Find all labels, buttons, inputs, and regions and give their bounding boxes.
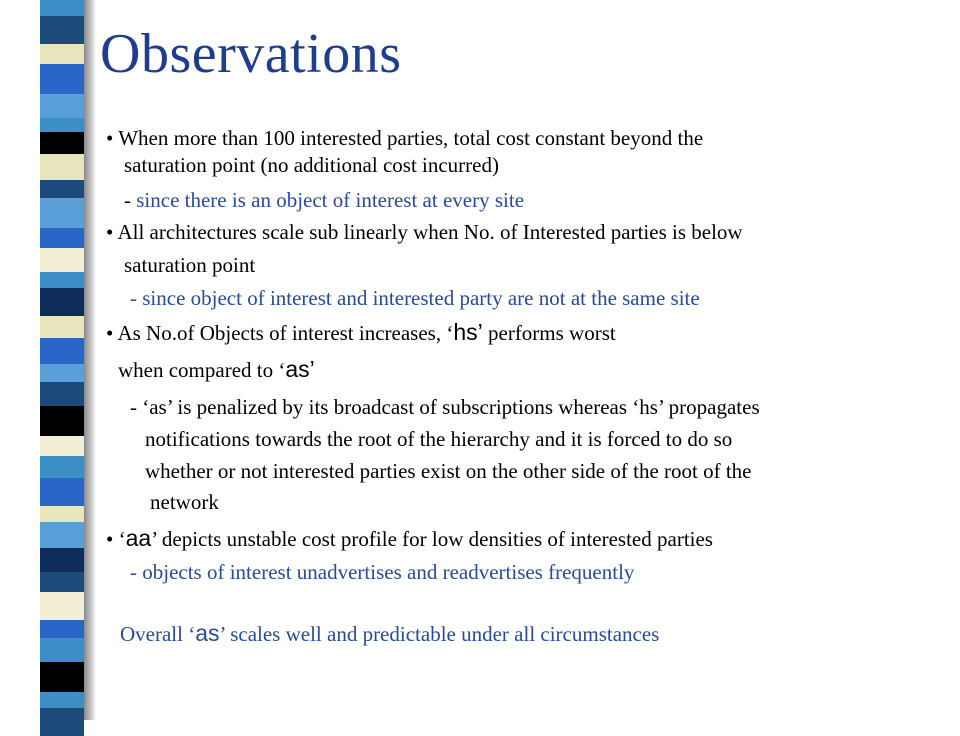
bullet-4-sub: - objects of interest unadvertises and readvertises frequently	[130, 560, 635, 584]
bullet-3-sub-line-4: network	[150, 490, 219, 514]
stripe-block	[40, 478, 84, 506]
stripe-block	[40, 338, 84, 364]
bullet-3-sub-line-2: notifications towards the root of the hierarchy and it is forced to do so	[145, 427, 733, 451]
conclusion-text-a: Overall ‘	[120, 622, 196, 646]
bullet-2-line-1: • All architectures scale sub linearly when No. of Interested parties is below	[106, 220, 743, 244]
bullet-3-hs: hs’	[453, 319, 483, 345]
bullet-4-text-a: • ‘	[106, 527, 126, 551]
stripe-block	[40, 522, 84, 548]
bullet-3-line-2	[118, 357, 315, 382]
stripe-block	[40, 272, 84, 288]
bullet-3-as: as’	[285, 356, 315, 382]
slide-title: Observations	[100, 23, 402, 85]
stripe-block	[40, 228, 84, 248]
stripe-block	[40, 44, 84, 64]
bullet-3-line-1	[106, 320, 616, 345]
stripe-block	[40, 382, 84, 406]
bullet-1-line-2: saturation point (no additional cost incurred)	[124, 153, 499, 177]
stripe-block	[40, 94, 84, 118]
bullet-1-sub	[124, 188, 524, 212]
bullet-3-sub-line-3: whether or not interested parties exist on the other side of the root of the	[145, 459, 752, 483]
stripe-block	[40, 456, 84, 478]
stripe-block	[40, 0, 84, 16]
bullet-3-sub-line-1: - ‘as’ is penalized by its broadcast of subscriptions whereas ‘hs’ propagates	[130, 395, 760, 419]
stripe-block	[40, 638, 84, 662]
stripe-block	[40, 288, 84, 316]
stripe-block	[40, 662, 84, 692]
bullet-3-text-d: when compared to ‘	[118, 358, 286, 382]
conclusion-as: as	[195, 620, 220, 646]
conclusion-text-c: ’ scales well and predictable under all circumstances	[219, 622, 660, 646]
stripe-block	[40, 154, 84, 180]
bullet-4-text-c: ’ depicts unstable cost profile for low densities of interested parties	[151, 527, 713, 551]
stripe-block	[40, 316, 84, 338]
stripe-block	[40, 436, 84, 456]
stripe-block	[40, 592, 84, 620]
bullet-2-line-2: saturation point	[124, 253, 256, 277]
stripe-block	[40, 708, 84, 736]
stripe-block	[40, 198, 84, 228]
stripe-block	[40, 548, 84, 572]
bullet-3-text-c: performs worst	[482, 321, 616, 345]
stripe-block	[40, 572, 84, 592]
stripe-block	[40, 620, 84, 638]
stripe-block	[40, 180, 84, 198]
bullet-3-text-a: • As No.of Objects of interest increases, ‘	[106, 321, 454, 345]
stripe-block	[40, 132, 84, 154]
bullet-2-sub: - since object of interest and interested party are not at the same site	[130, 286, 700, 310]
sub-dash: -	[124, 188, 137, 212]
stripe-block	[40, 406, 84, 436]
stripe-block	[40, 64, 84, 94]
stripe-block	[40, 248, 84, 272]
stripe-block	[40, 506, 84, 522]
sub-text: since there is an object of interest at every site	[136, 188, 525, 212]
decorative-color-stripe	[40, 0, 84, 720]
stripe-block	[40, 118, 84, 132]
conclusion	[120, 621, 659, 646]
stripe-block	[40, 16, 84, 44]
stripe-shadow	[84, 0, 96, 720]
stripe-block	[40, 364, 84, 382]
stripe-block	[40, 692, 84, 708]
bullet-1-line-1: • When more than 100 interested parties, total cost constant beyond the	[106, 126, 704, 150]
bullet-4-line-1	[106, 526, 713, 551]
bullet-4-aa: aa	[125, 525, 152, 551]
